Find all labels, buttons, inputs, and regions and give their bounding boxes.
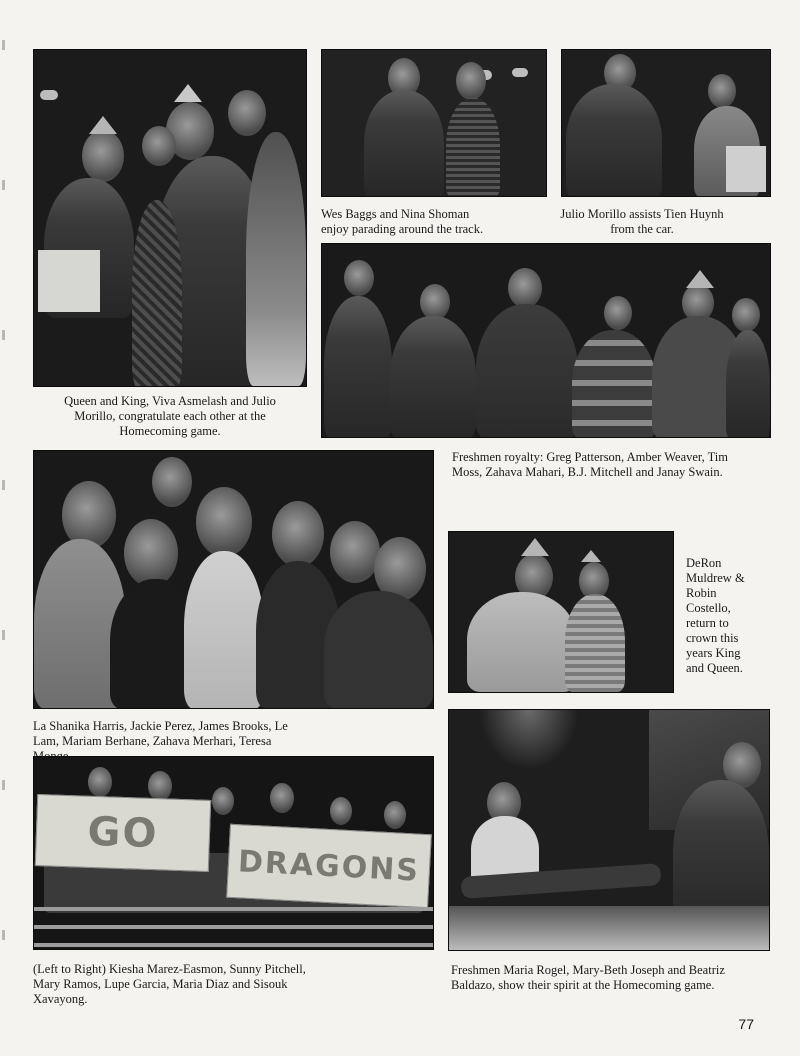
caption-group-girls: La Shanika Harris, Jackie Perez, James Brooks, Le Lam, Mariam Berhane, Zahava Merhari, Teresa (33, 719, 288, 748)
photo-freshmen-royalty (321, 243, 771, 438)
sign-go: GO (35, 794, 211, 872)
sign-dragons: DRAGONS (226, 824, 432, 908)
caption-freshmen-royalty: Freshmen royalty: Greg Patterson, Amber Weaver, Tim Moss, Zahava Mahari, B.J. Mitchell and Janay Swain. (452, 450, 729, 479)
photo-group-girls (33, 450, 434, 709)
photo-julio-tien (561, 49, 771, 197)
photo-queen-king (33, 49, 307, 387)
photo-go-dragons (33, 756, 434, 950)
caption-julio-tien: Julio Morillo assists Tien Huynh from the car. (560, 207, 724, 236)
page-number: 77 (738, 1016, 754, 1032)
photo-deron-robin (448, 531, 674, 693)
caption-queen-king: Queen and King, Viva Asmelash and Julio Morillo, congratulate each other at the Homecoming game. (64, 394, 276, 438)
caption-freshmen-spirit: Freshmen Maria Rogel, Mary-Beth Joseph and Beatriz Baldazo, show their spirit at the Homecoming game. (451, 963, 725, 992)
photo-wes-nina (321, 49, 547, 197)
binding-mark (2, 780, 5, 790)
binding-mark (2, 180, 5, 190)
binding-mark (2, 330, 5, 340)
binding-mark (2, 630, 5, 640)
binding-mark (2, 40, 5, 50)
photo-freshmen-spirit (448, 709, 770, 951)
caption-wes-nina: Wes Baggs and Nina Shoman enjoy parading around the track. (321, 207, 484, 236)
caption-deron-robin: DeRon Muldrew & Robin Costello, return to crown this years King and Queen. (686, 556, 745, 675)
caption-go-dragons: (Left to Right) Kiesha Marez-Easmon, Sunny Pitchell, Mary Ramos, Lupe Garcia, Maria Diaz and Sisouk Xavayong. (33, 962, 306, 1006)
binding-mark (2, 480, 5, 490)
binding-mark (2, 930, 5, 940)
